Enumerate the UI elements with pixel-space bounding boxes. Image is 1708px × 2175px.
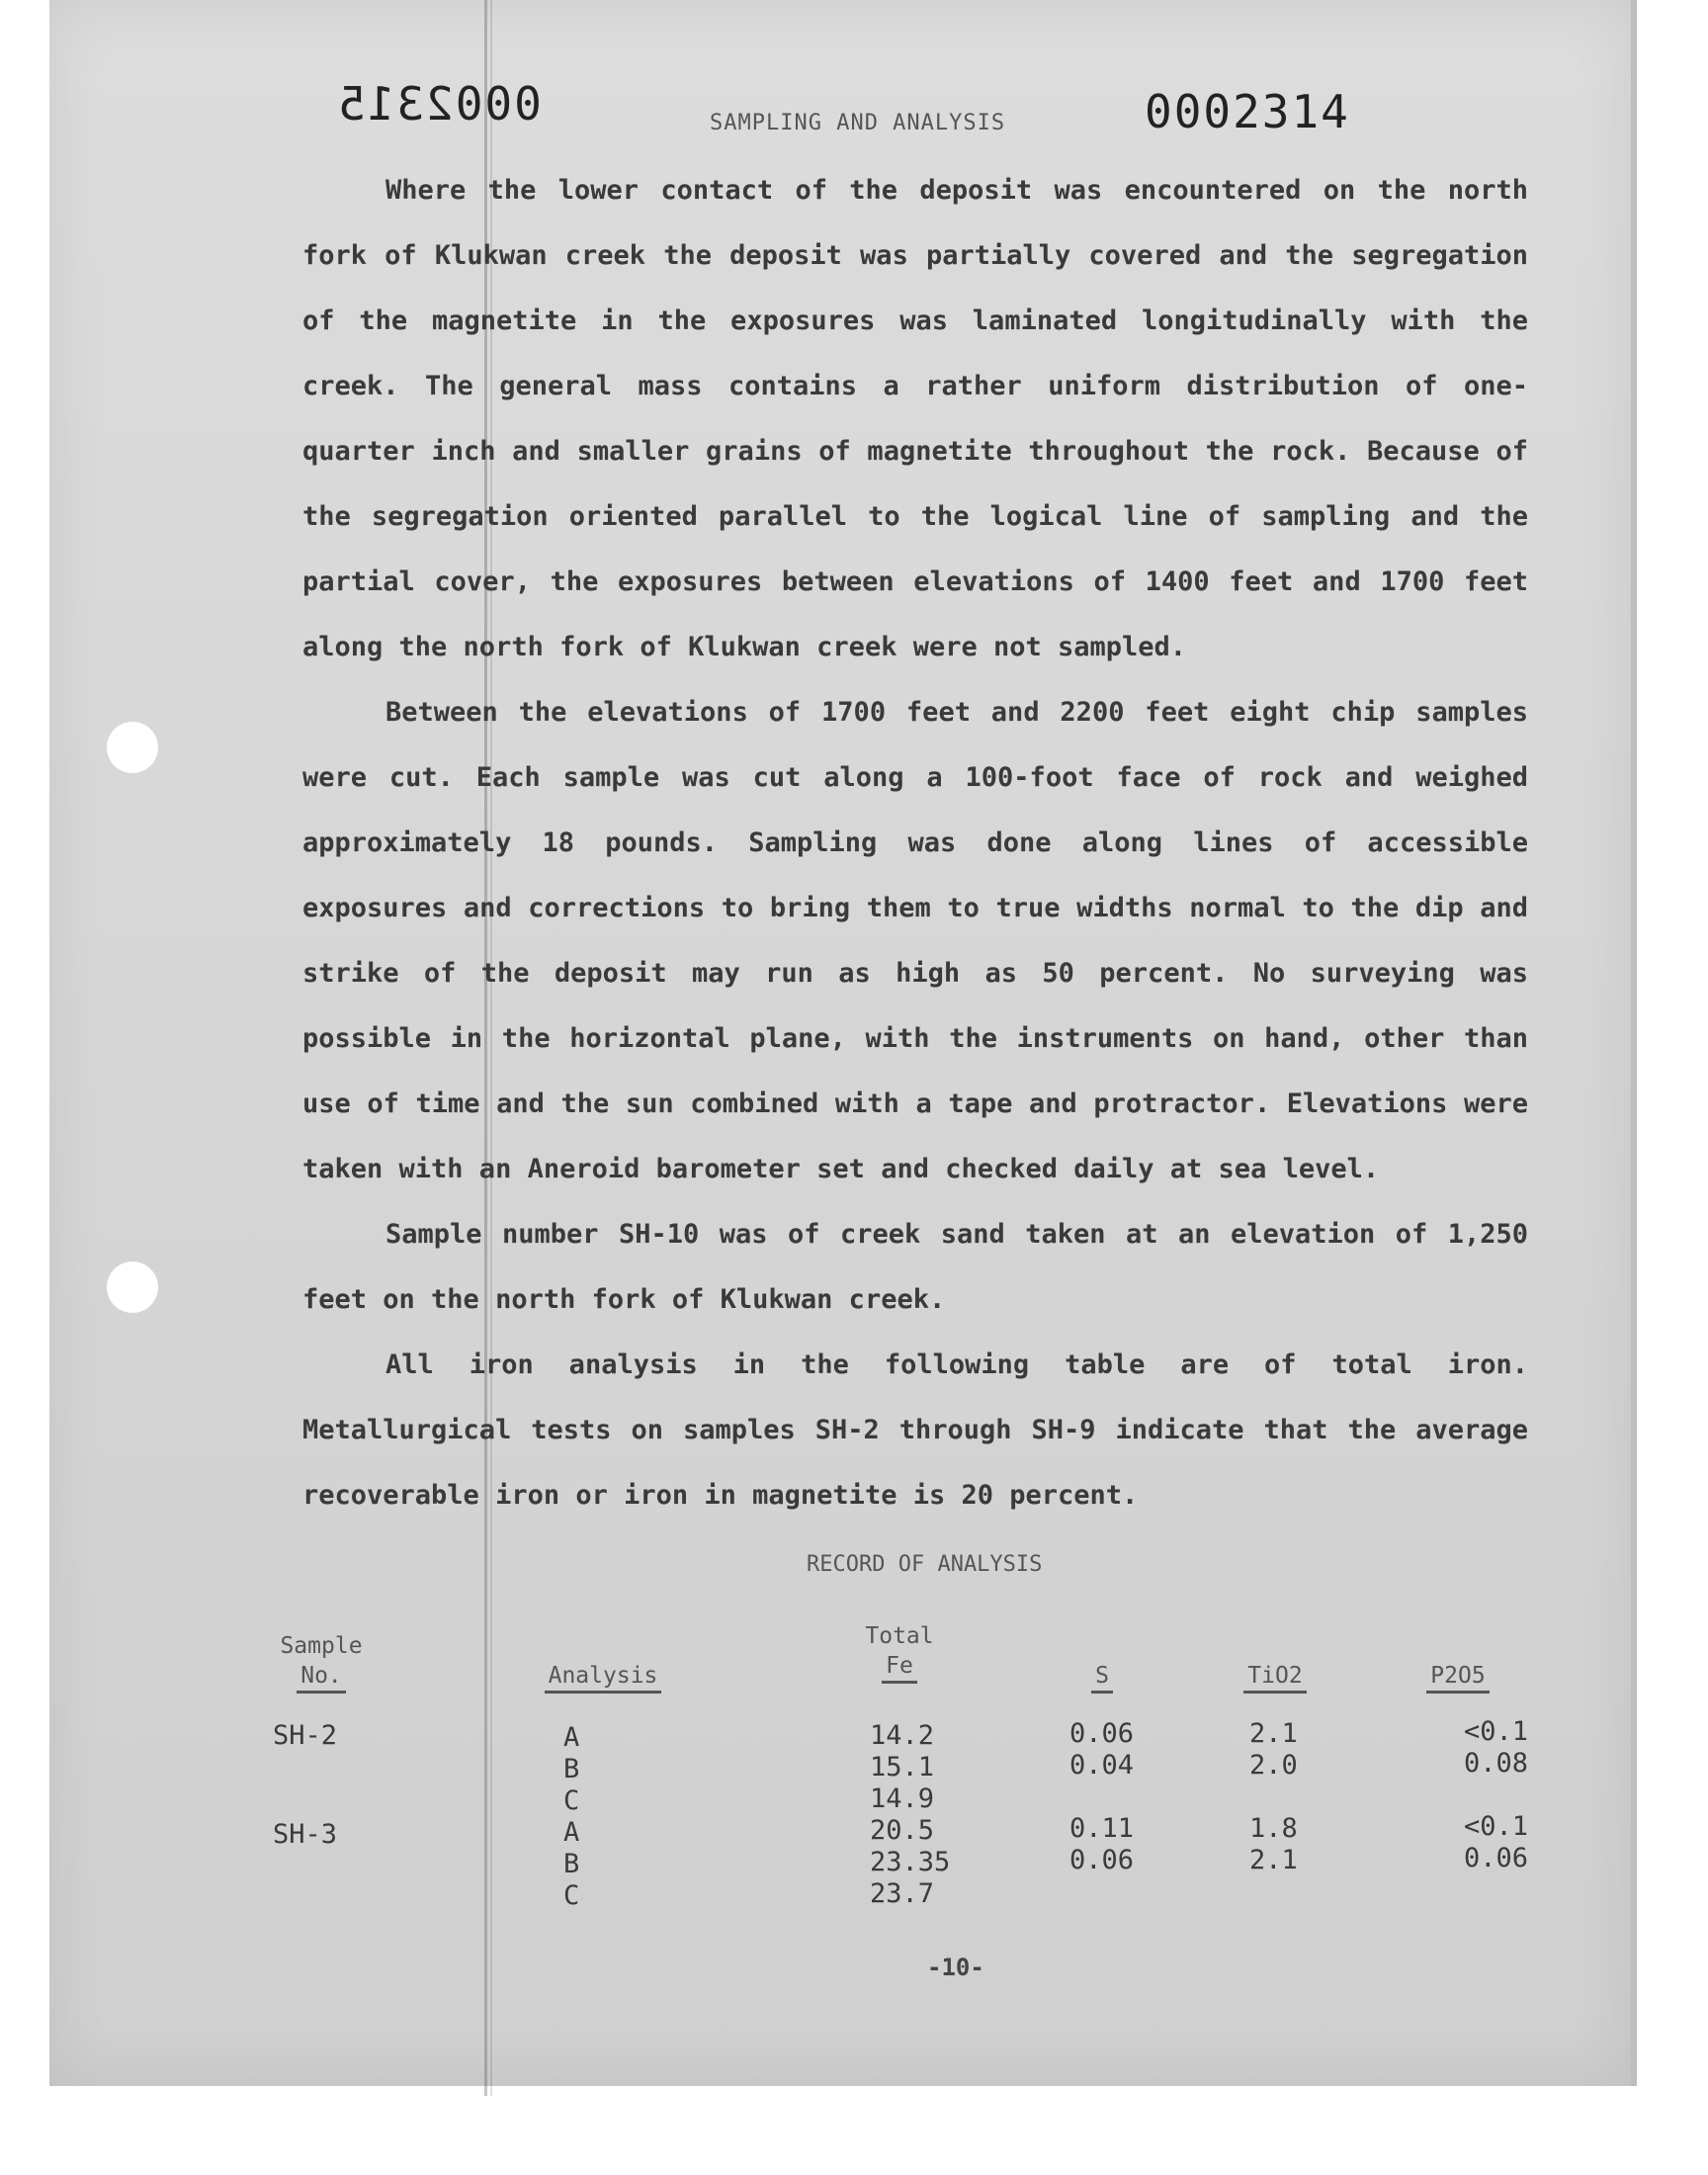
column-header-analysis	[494, 1661, 712, 1694]
cell-p2o5: <0.1	[1463, 1811, 1528, 1842]
stamp-number-mirrored: 0002315	[336, 77, 542, 130]
cell-p2o5: 0.08	[1463, 1748, 1528, 1779]
table-title: RECORD OF ANALYSIS	[807, 1552, 1043, 1577]
cell-tio2: 1.8	[1249, 1813, 1298, 1844]
header-text: Fe	[882, 1651, 917, 1684]
punch-hole-icon	[107, 1262, 158, 1313]
header-text: Analysis	[545, 1661, 662, 1694]
cell-analysis: C	[563, 1880, 580, 1911]
column-header-s	[1053, 1661, 1152, 1694]
cell-analysis: A	[563, 1722, 580, 1753]
paragraph: Where the lower contact of the deposit was encountered on the north fork of Klukwan creek the deposit was partially covered and the segregation of the magnetite in the exposures was laminated longitudinally with the creek. The general mass contains a rather uniform distribution of one-quarter inch and smaller grains of magnetite throughout the rock. Because of the segregation oriented parallel to the logical line of sampling and the partial cover, the exposures between elevations of 1400 feet and 1700 feet along the north fork of Klukwan creek were not sampled.	[302, 175, 1528, 662]
cell-tio2: 2.1	[1249, 1718, 1298, 1749]
cell-analysis: B	[563, 1849, 580, 1879]
cell-sample: SH-3	[273, 1819, 338, 1850]
header-text: S	[1091, 1661, 1113, 1694]
cell-fe: 14.9	[870, 1784, 935, 1814]
paragraph: All iron analysis in the following table are of total iron. Metallurgical tests on samples SH-2 through SH-9 indicate that the average recoverable iron or iron in magnetite is 20 percent.	[302, 1349, 1528, 1511]
cell-analysis: A	[563, 1817, 580, 1848]
cell-fe: 20.5	[870, 1815, 935, 1846]
header-text: Total	[865, 1623, 934, 1649]
cell-s: 0.06	[1069, 1845, 1135, 1875]
cell-analysis: B	[563, 1754, 580, 1784]
cell-sample: SH-2	[273, 1720, 338, 1751]
paragraph: Sample number SH-10 was of creek sand taken at an elevation of 1,250 feet on the north fork of Klukwan creek.	[302, 1219, 1528, 1315]
header-text: No.	[297, 1661, 346, 1694]
document-page	[49, 0, 1637, 2086]
cell-tio2: 2.0	[1249, 1750, 1298, 1781]
column-header-p2o5	[1394, 1661, 1522, 1694]
page-title: SAMPLING AND ANALYSIS	[710, 111, 1006, 135]
column-header-total-fe	[835, 1621, 964, 1684]
cell-p2o5: 0.06	[1463, 1843, 1528, 1873]
header-text: Sample	[280, 1633, 363, 1659]
column-header-tio2	[1216, 1661, 1334, 1694]
header-text: P2O5	[1426, 1661, 1489, 1694]
cell-fe: 15.1	[870, 1752, 935, 1783]
cell-fe: 14.2	[870, 1720, 935, 1751]
stamp-number: 0002314	[1145, 85, 1350, 138]
column-header-sample	[257, 1631, 385, 1694]
paragraph: Between the elevations of 1700 feet and 2200 feet eight chip samples were cut. Each sample was cut along a 100-foot face of rock and weighed approximately 18 pounds. Sampling was done along lines of accessible exposures and corrections to bring them to true widths normal to the dip and strike of the deposit may run as high as 50 percent. No surveying was possible in the horizontal plane, with the instruments on hand, other than use of time and the sun combined with a tape and protractor. Elevations were taken with an Aneroid barometer set and checked daily at sea level.	[302, 697, 1528, 1184]
cell-fe: 23.7	[870, 1878, 935, 1909]
cell-fe: 23.35	[870, 1847, 951, 1877]
cell-analysis: C	[563, 1785, 580, 1816]
header-text: TiO2	[1243, 1661, 1306, 1694]
cell-s: 0.11	[1069, 1813, 1135, 1844]
punch-hole-icon	[107, 722, 158, 773]
cell-p2o5: <0.1	[1463, 1716, 1528, 1747]
cell-s: 0.04	[1069, 1750, 1135, 1781]
body-text	[302, 158, 1528, 1528]
cell-s: 0.06	[1069, 1718, 1135, 1749]
cell-tio2: 2.1	[1249, 1845, 1298, 1875]
page-number: -10-	[927, 1954, 984, 1981]
